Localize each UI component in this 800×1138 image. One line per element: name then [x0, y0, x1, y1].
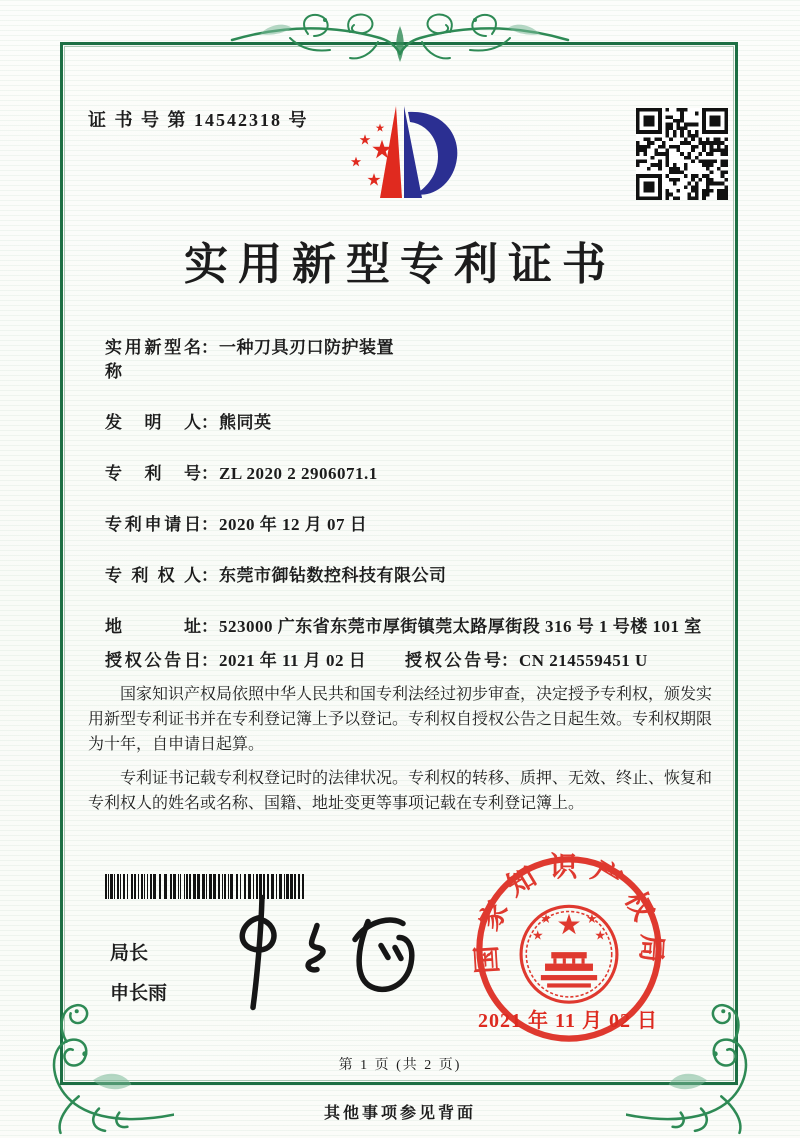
- certificate-title: 实用新型专利证书: [184, 240, 616, 289]
- field-row-inventor: [105, 411, 718, 435]
- field-label: 授权公告日: [105, 651, 201, 670]
- legal-paragraph-1: 国家知识产权局依照中华人民共和国专利法经过初步审查，决定授予专利权，颁发实用新型专利证书并在专利登记簿上予以登记。专利权自授权公告之日起生效。专利权期限为十年，自申请日起算。: [88, 686, 713, 753]
- field-label: 专利申请日: [105, 515, 201, 534]
- field-colon: ：: [501, 651, 518, 670]
- certificate-number: 证 书 号 第 14542318 号: [88, 110, 309, 130]
- field-colon: ：: [201, 338, 218, 357]
- field-value: CN 214559451 U: [519, 651, 648, 670]
- field-colon: ：: [201, 413, 218, 432]
- field-colon: ：: [201, 566, 218, 585]
- field-colon: ：: [201, 515, 218, 534]
- seal-date: 2021 年 11 月 02 日: [478, 1010, 658, 1032]
- field-row-grant: [105, 649, 718, 673]
- field-row-filing-date: [105, 513, 718, 537]
- field-value: ZL 2020 2 2906071.1: [219, 464, 378, 483]
- field-value: 2021 年 11 月 02 日: [219, 651, 367, 670]
- signer-block: [110, 934, 167, 1014]
- signer-title: 局长: [110, 943, 149, 964]
- field-value: 2020 年 12 月 07 日: [219, 515, 368, 534]
- back-note: 其他事项参见背面: [323, 1105, 476, 1122]
- field-colon: ：: [201, 651, 218, 670]
- field-label: 专利权人: [105, 566, 201, 585]
- field-value: 523000 广东省东莞市厚街镇莞太路厚街段 316 号 1 号楼 101 室: [219, 617, 702, 636]
- field-row-address: [105, 615, 718, 639]
- legal-text: [88, 682, 716, 816]
- seal-ring-text: 国家知识产权局: [471, 852, 667, 975]
- page-indicator: 第 1 页 (共 2 页): [338, 1058, 462, 1073]
- national-emblem-icon: [521, 906, 617, 1002]
- field-value: 一种刀具刃口防护装置: [219, 338, 394, 357]
- field-row-patentee: [105, 564, 718, 588]
- legal-paragraph-2: 专利证书记载专利权登记时的法律状况。专利权的转移、质押、无效、终止、恢复和专利权人的姓名或名称、国籍、地址变更等事项记载在专利登记簿上。: [88, 770, 713, 812]
- cnipa-patent-logo-icon: [338, 98, 468, 210]
- signer-name: 申长雨: [110, 983, 168, 1004]
- field-colon: ：: [201, 617, 218, 636]
- field-label: 实用新型名称: [105, 338, 201, 381]
- certificate-fields: [105, 336, 718, 700]
- handwritten-signature: [205, 886, 445, 1014]
- field-value: 东莞市御钻数控科技有限公司: [219, 566, 447, 585]
- field-label: 专利号: [105, 464, 201, 483]
- field-label: 发明人: [105, 413, 201, 432]
- field-colon: ：: [201, 464, 218, 483]
- field-row-utility-model-name: [105, 336, 718, 384]
- field-row-patent-number: [105, 462, 718, 486]
- field-label: 授权公告号: [405, 651, 501, 670]
- qr-code: [636, 108, 728, 200]
- field-label: 地址: [105, 617, 201, 636]
- field-value: 熊同英: [219, 413, 272, 432]
